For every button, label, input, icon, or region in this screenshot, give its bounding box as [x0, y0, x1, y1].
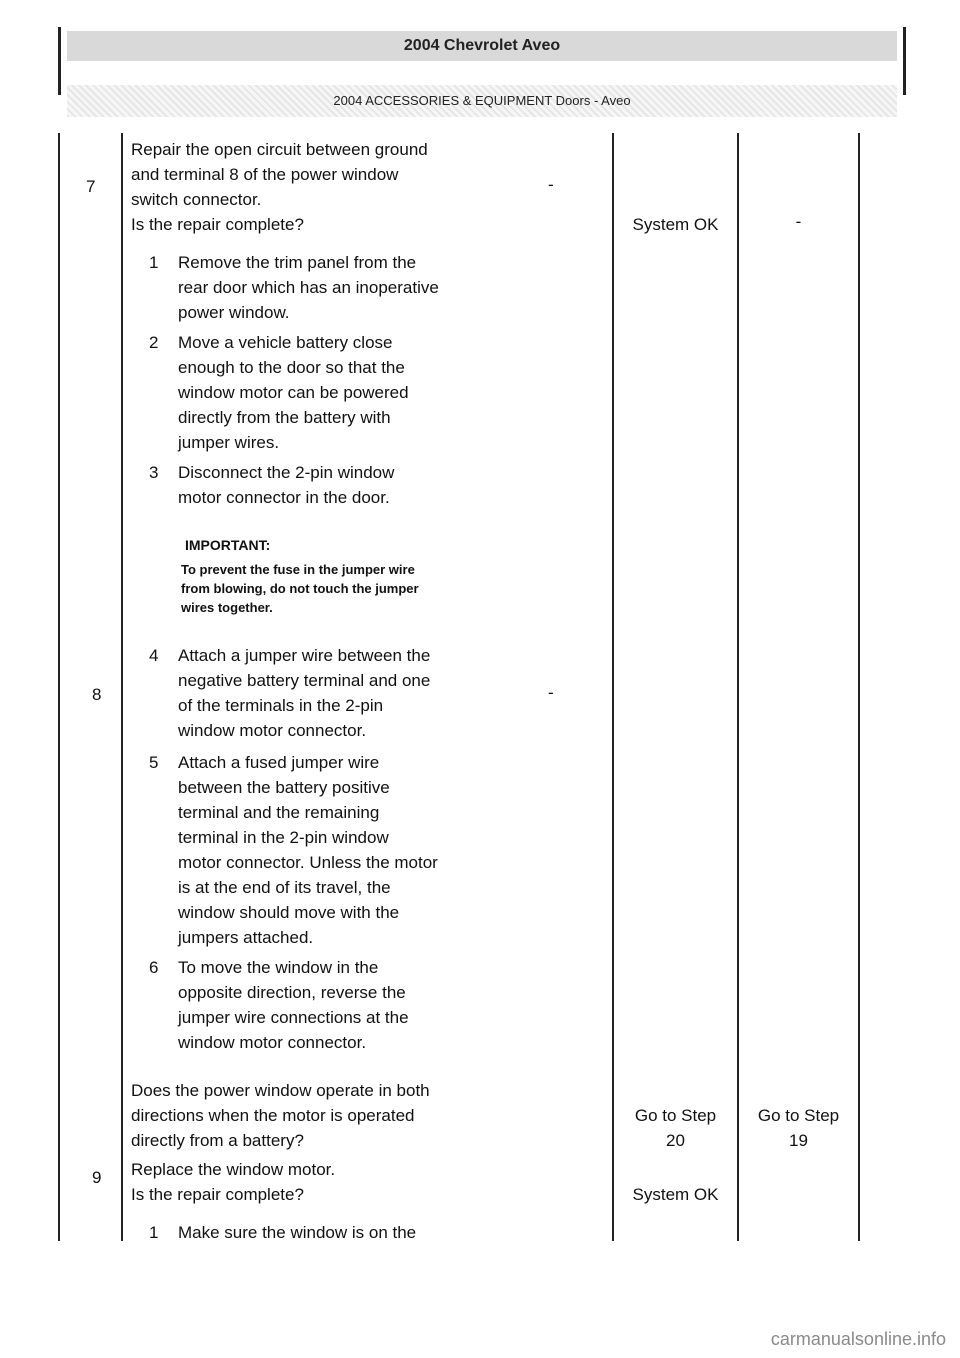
procedure-line: power window. [178, 303, 290, 322]
no-line: 19 [789, 1131, 808, 1150]
procedure-step-number: 2 [149, 333, 159, 352]
procedure-line: window should move with the [178, 903, 400, 922]
action-line: switch connector. [131, 190, 262, 209]
procedure-line: jumper wires. [178, 433, 280, 452]
important-line: from blowing, do not touch the jumper [181, 581, 419, 596]
important-line: To prevent the fuse in the jumper wire [181, 562, 415, 577]
table-divider-step [121, 133, 123, 1241]
action-line: Is the repair complete? [131, 1185, 304, 1204]
step-number: 7 [86, 177, 96, 196]
procedure-step [131, 460, 601, 510]
action-text [131, 1157, 606, 1207]
procedure-line: window motor connector. [178, 1033, 367, 1052]
procedure-step [131, 955, 601, 1055]
table-divider-yes [737, 133, 739, 1241]
question-line: Does the power window operate in both [131, 1081, 430, 1100]
procedure-line: enough to the door so that the [178, 358, 405, 377]
question-text [131, 1078, 606, 1153]
table-divider-value [612, 133, 614, 1241]
question-line: directly from a battery? [131, 1131, 304, 1150]
procedure-step [131, 643, 601, 743]
document-title: 2004 Chevrolet Aveo [67, 31, 897, 61]
important-title: IMPORTANT: [185, 537, 271, 553]
procedure-step [131, 330, 601, 455]
no-cell [739, 1103, 858, 1153]
action-text [131, 137, 606, 237]
procedure-line: Disconnect the 2-pin window [178, 463, 395, 482]
procedure-line: terminal in the 2-pin window [178, 828, 389, 847]
step-number: 9 [92, 1168, 102, 1187]
procedure-line: window motor can be powered [178, 383, 409, 402]
procedure-step [131, 250, 601, 325]
question-line: directions when the motor is operated [131, 1106, 415, 1125]
procedure-line: opposite direction, reverse the [178, 983, 406, 1002]
procedure-line: Attach a jumper wire between the [178, 646, 431, 665]
procedure-step [131, 750, 601, 950]
action-line: and terminal 8 of the power window [131, 165, 399, 184]
document-subtitle: 2004 ACCESSORIES & EQUIPMENT Doors - Aveo [67, 85, 897, 117]
document-header [58, 27, 906, 108]
procedure-step-number: 5 [149, 753, 159, 772]
procedure-step-number: 4 [149, 646, 159, 665]
procedure-line: negative battery terminal and one [178, 671, 431, 690]
value-cell: - [548, 683, 554, 702]
yes-line: 20 [666, 1131, 685, 1150]
procedure-line: rear door which has an inoperative [178, 278, 439, 297]
procedure-line: motor connector. Unless the motor [178, 853, 438, 872]
no-cell: - [795, 212, 802, 231]
procedure-line: motor connector in the door. [178, 488, 390, 507]
procedure-line: Move a vehicle battery close [178, 333, 393, 352]
action-line: Is the repair complete? [131, 215, 304, 234]
yes-line: Go to Step [634, 1106, 717, 1125]
yes-cell: System OK [632, 1185, 719, 1204]
yes-cell: System OK [632, 215, 719, 234]
footer-watermark: carmanualsonline.info [770, 1329, 946, 1349]
procedure-line: Remove the trim panel from the [178, 253, 417, 272]
procedure-line: Attach a fused jumper wire [178, 753, 380, 772]
action-line: Replace the window motor. [131, 1160, 336, 1179]
procedure-step-number: 1 [149, 253, 159, 272]
procedure-line: jumpers attached. [178, 928, 314, 947]
table-border-left [58, 133, 60, 1241]
procedure-line: terminal and the remaining [178, 803, 380, 822]
procedure-line: To move the window in the [178, 958, 379, 977]
procedure-step-number: 1 [149, 1223, 159, 1242]
procedure-line: is at the end of its travel, the [178, 878, 391, 897]
no-line: Go to Step [757, 1106, 840, 1125]
procedure-line: window motor connector. [178, 721, 367, 740]
procedure-line: of the terminals in the 2-pin [178, 696, 384, 715]
procedure-line: Make sure the window is on the [178, 1223, 417, 1242]
action-line: Repair the open circuit between ground [131, 140, 428, 159]
important-line: wires together. [181, 600, 273, 615]
important-note [181, 560, 501, 617]
procedure-line: jumper wire connections at the [178, 1008, 409, 1027]
procedure-step-number: 3 [149, 463, 159, 482]
procedure-line: directly from the battery with [178, 408, 391, 427]
table-border-right [858, 133, 860, 1241]
procedure-step-number: 6 [149, 958, 159, 977]
value-cell: - [548, 175, 554, 194]
procedure-step [131, 1220, 601, 1245]
step-number: 8 [92, 685, 102, 704]
procedure-line: between the battery positive [178, 778, 390, 797]
yes-cell [614, 1103, 737, 1153]
